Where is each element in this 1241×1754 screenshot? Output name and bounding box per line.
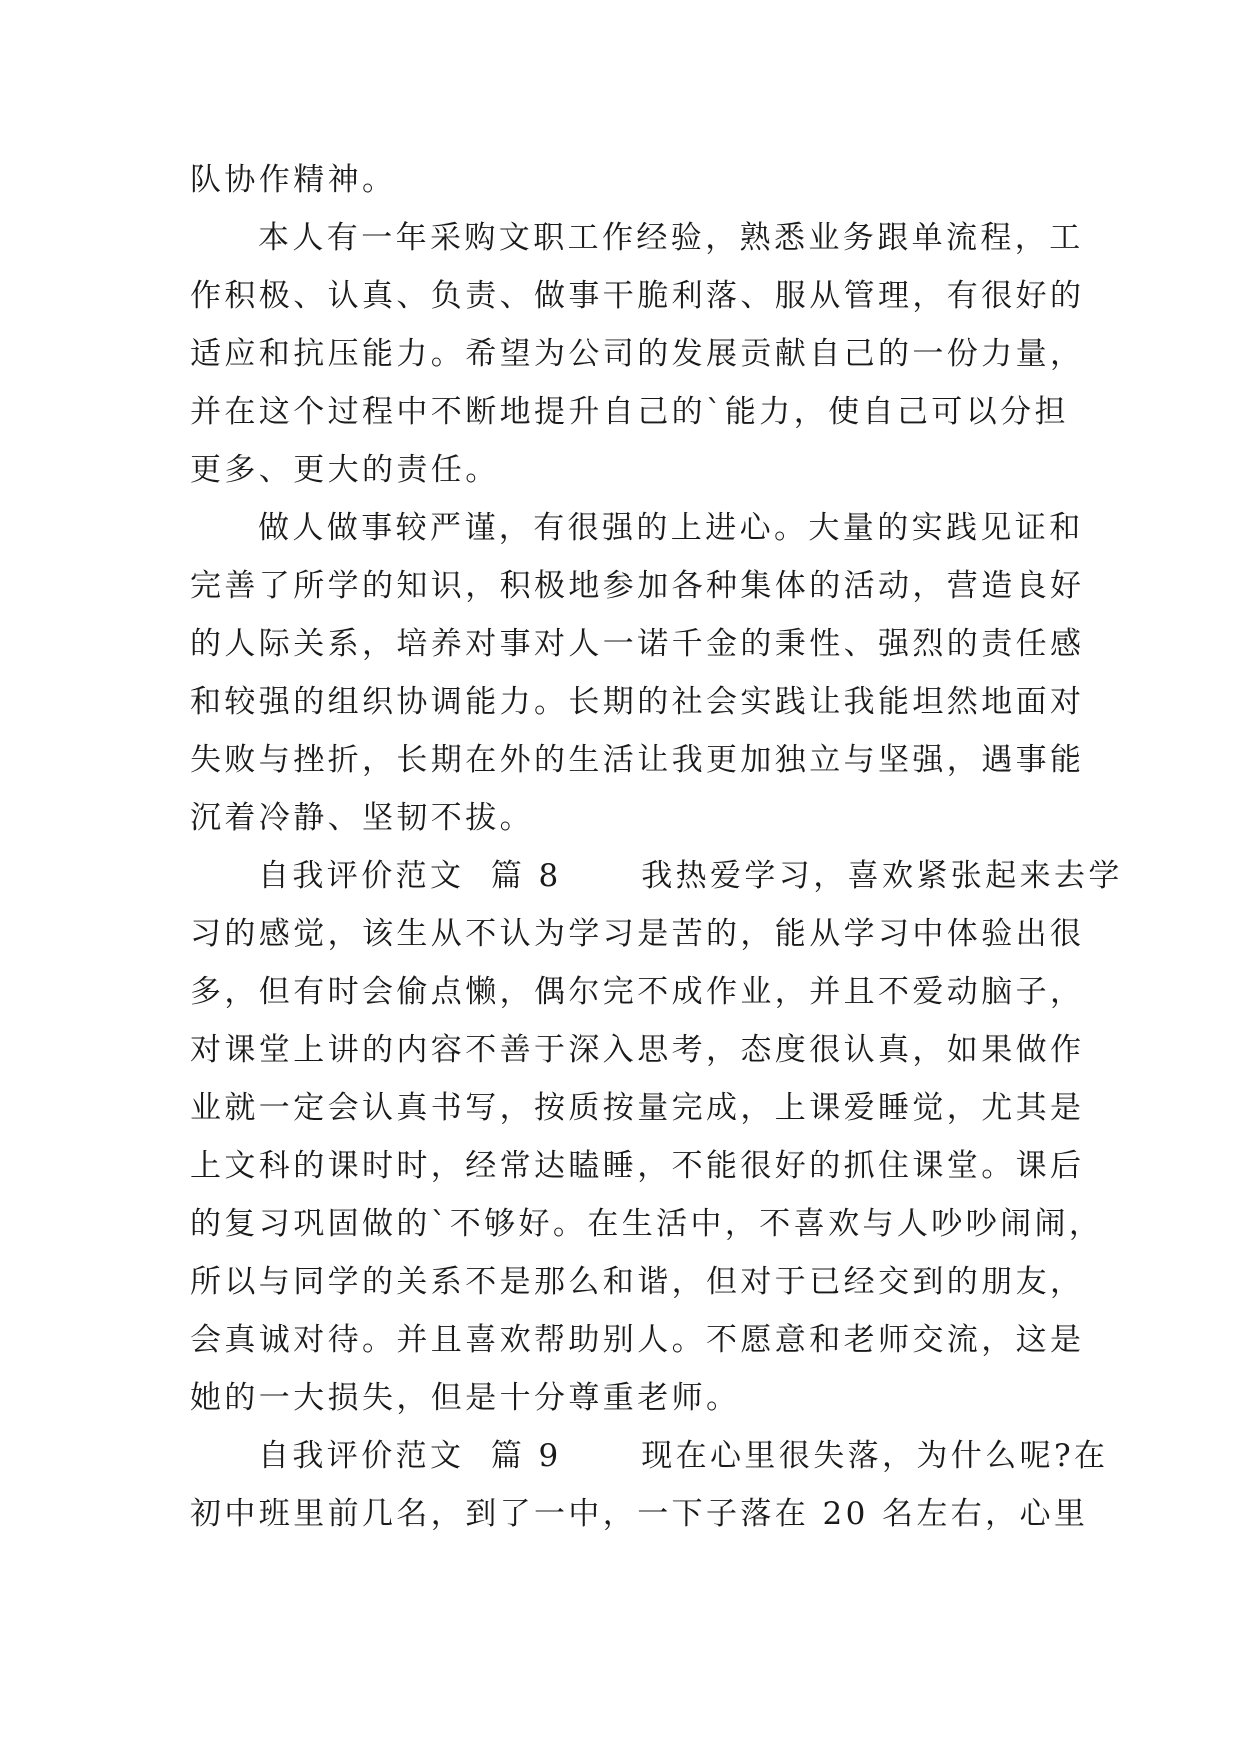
text-line: 初中班里前几名，到了一中，一下子落在 20 名左右，心里 <box>190 1496 1089 1532</box>
text-line: 所以与同学的关系不是那么和谐，但对于已经交到的朋友， <box>190 1264 1085 1300</box>
text-line: 她的一大损失，但是十分尊重老师。 <box>190 1380 741 1416</box>
text-line: 上文科的课时时，经常达瞌睡，不能很好的抓住课堂。课后 <box>190 1148 1085 1184</box>
text-line: 业就一定会认真书写，按质按量完成，上课爱睡觉，尤其是 <box>190 1090 1085 1126</box>
document-body <box>190 151 1123 1543</box>
text-line: 的复习巩固做的`不够好。在生活中，不喜欢与人吵吵闹闹， <box>190 1206 1104 1242</box>
text-line: 沉着冷静、坚韧不拔。 <box>190 800 534 836</box>
paragraph-start-line: 做人做事较严谨，有很强的上进心。大量的实践见证和 <box>258 510 1084 546</box>
text-line: 多，但有时会偷点懒，偶尔完不成作业，并且不爱动脑子， <box>190 974 1085 1010</box>
section-heading-line: 自我评价范文 篇 9 现在心里很失落，为什么呢?在 <box>258 1438 1109 1474</box>
text-line: 的人际关系，培养对事对人一诺千金的秉性、强烈的责任感 <box>190 626 1085 662</box>
text-line: 完善了所学的知识，积极地参加各种集体的活动，营造良好 <box>190 568 1085 604</box>
text-line: 对课堂上讲的内容不善于深入思考，态度很认真，如果做作 <box>190 1032 1085 1068</box>
text-line: 会真诚对待。并且喜欢帮助别人。不愿意和老师交流，这是 <box>190 1322 1085 1358</box>
text-line: 习的感觉，该生从不认为学习是苦的，能从学习中体验出很 <box>190 916 1085 952</box>
text-line: 并在这个过程中不断地提升自己的`能力，使自己可以分担 <box>190 394 1069 430</box>
text-line: 更多、更大的责任。 <box>190 452 500 488</box>
text-line: 和较强的组织协调能力。长期的社会实践让我能坦然地面对 <box>190 684 1085 720</box>
text-line: 队协作精神。 <box>190 162 397 198</box>
text-line: 失败与挫折，长期在外的生活让我更加独立与坚强，遇事能 <box>190 742 1085 778</box>
text-line: 适应和抗压能力。希望为公司的发展贡献自己的一份力量， <box>190 336 1085 372</box>
text-line: 作积极、认真、负责、做事干脆利落、服从管理，有很好的 <box>190 278 1085 314</box>
paragraph-start-line: 本人有一年采购文职工作经验，熟悉业务跟单流程，工 <box>258 220 1084 256</box>
section-heading-line: 自我评价范文 篇 8 我热爱学习，喜欢紧张起来去学 <box>258 858 1123 894</box>
